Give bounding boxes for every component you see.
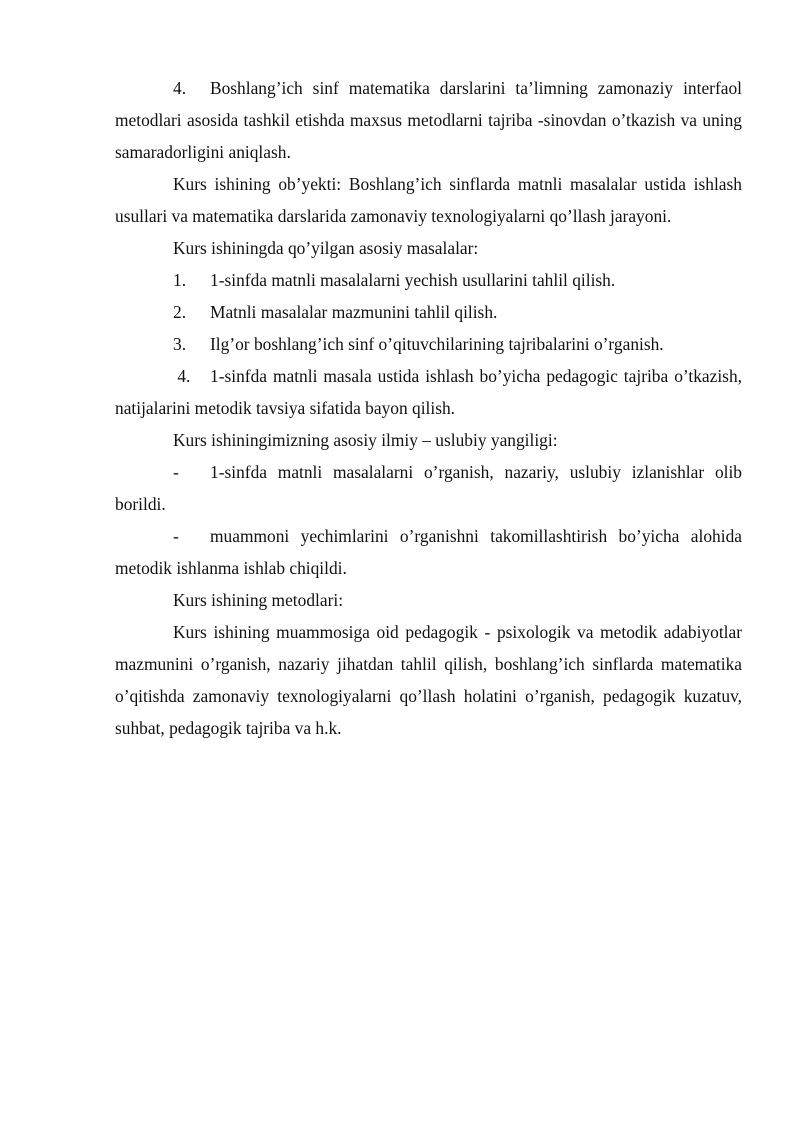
list-number: 2. bbox=[173, 302, 187, 322]
list-item-task-1 bbox=[115, 264, 742, 296]
paragraph-methods-heading: Kurs ishining metodlari: bbox=[173, 590, 344, 610]
list-item-text: Matnli masalalar mazmunini tahlil qilish. bbox=[210, 302, 498, 322]
list-number: 1. bbox=[173, 270, 187, 290]
list-item-text: Ilg’or boshlang’ich sinf o’qituvchilarining tajribalarini o’rganish. bbox=[210, 334, 664, 354]
list-item-novelty-2 bbox=[115, 520, 742, 584]
paragraph-novelty-heading: Kurs ishiningimizning asosiy ilmiy – uslubiy yangiligi: bbox=[173, 430, 558, 450]
list-item-task-3 bbox=[115, 328, 742, 360]
paragraph-tasks-heading: Kurs ishiningda qo’yilgan asosiy masalalar: bbox=[173, 238, 479, 258]
list-number: 3. bbox=[173, 334, 187, 354]
list-dash: - bbox=[173, 462, 179, 482]
list-dash: - bbox=[173, 526, 179, 546]
paragraph-methods: Kurs ishining muammosiga oid pedagogik - psixologik va metodik adabiyotlar mazmunini o’rganish, nazariy jihatdan tahlil qilish, boshlang’ich sinflarda matematika o’qitishda zamonaviy texnologiyalarni qo’llash holatini o’rganish, pedagogik kuzatuv, suhbat, pedagogik tajriba va h.k. bbox=[115, 622, 742, 738]
list-item-novelty-1 bbox=[115, 456, 742, 520]
list-item-text: 1-sinfda matnli masalalarni o’rganish, nazariy, uslubiy izlanishlar olib borildi. bbox=[115, 462, 742, 514]
list-item-text: 1-sinfda matnli masalalarni yechish usullarini tahlil qilish. bbox=[210, 270, 616, 290]
paragraph-object: Kurs ishining ob’yekti: Boshlang’ich sinflarda matnli masalalar ustida ishlash usullari va matematika darslarida zamonaviy texnologiyalarni qo’llash jarayoni. bbox=[115, 174, 742, 226]
list-item-task-4 bbox=[115, 360, 742, 424]
list-item-text: Boshlang’ich sinf matematika darslarini ta’limning zamonaziy interfaol metodlari asosida tashkil etishda maxsus metodlarni tajriba -sinovdan o’tkazish va uning samaradorligini aniqlash. bbox=[115, 78, 742, 162]
list-item-task-2 bbox=[115, 296, 742, 328]
list-item-text: muammoni yechimlarini o’rganishni takomillashtirish bo’yicha alohida metodik ishlanma ishlab chiqildi. bbox=[115, 526, 742, 578]
list-number: 4. bbox=[173, 78, 187, 98]
document-page bbox=[115, 72, 742, 744]
list-number: 4. bbox=[173, 366, 191, 386]
list-item-goal-4 bbox=[115, 72, 742, 168]
list-item-text: 1-sinfda matnli masala ustida ishlash bo’yicha pedagogic tajriba o’tkazish, natijalarini metodik tavsiya sifatida bayon qilish. bbox=[115, 366, 742, 418]
